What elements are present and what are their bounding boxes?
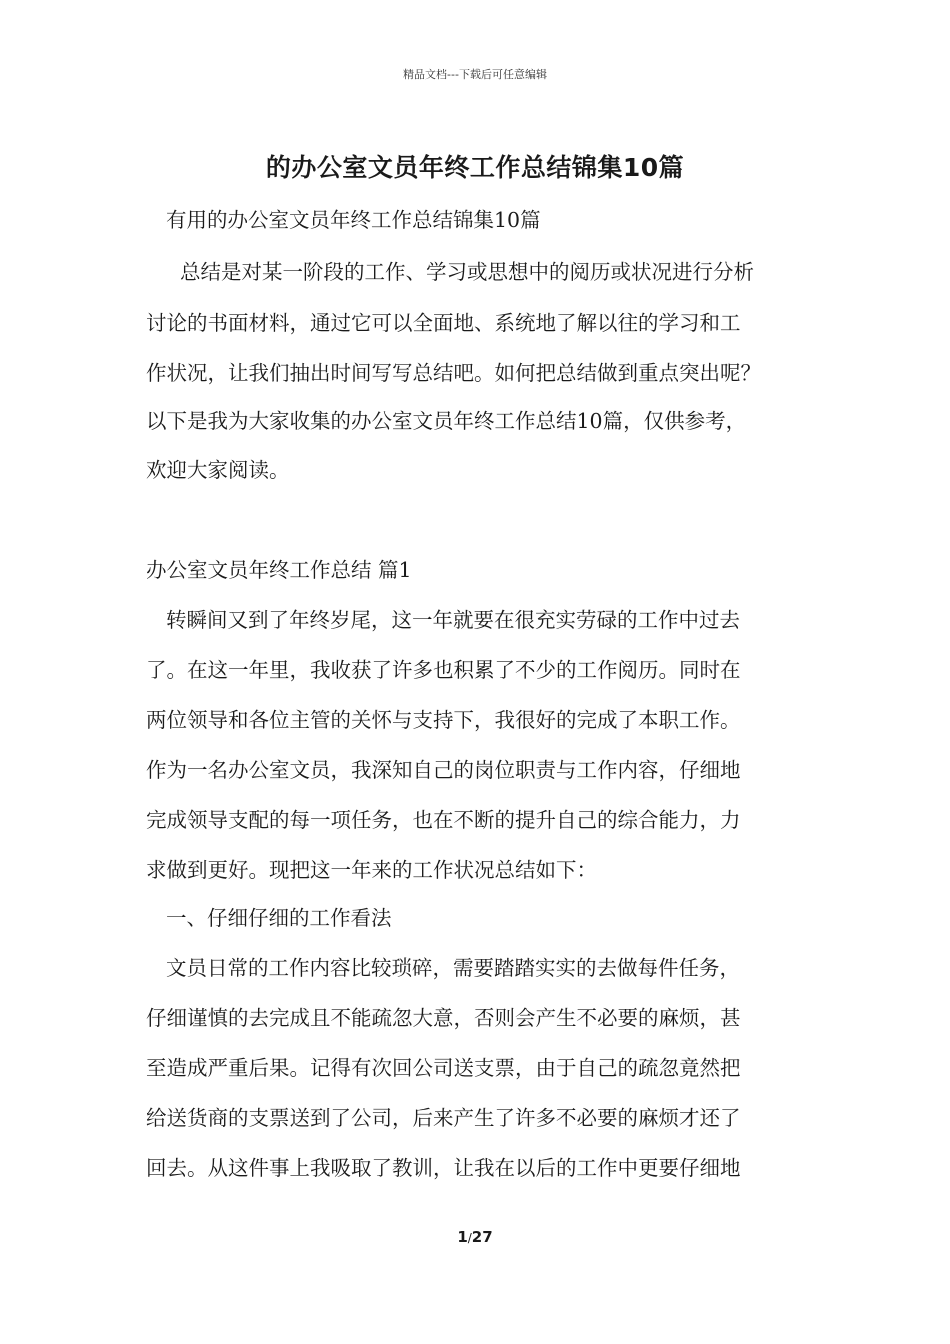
paragraph-line: 了。在这一年里，我收获了许多也积累了不少的工作阅历。同时在 xyxy=(146,658,741,682)
intro-line: 以下是我为大家收集的办公室文员年终工作总结10篇，仅供参考， xyxy=(146,409,747,433)
paragraph-line: 两位领导和各位主管的关怀与支持下，我很好的完成了本职工作。 xyxy=(146,708,741,732)
paragraph-line: 至造成严重后果。记得有次回公司送支票，由于自己的疏忽竟然把 xyxy=(146,1056,741,1080)
header-note: 精品文档---下载后可任意编辑 xyxy=(403,68,547,81)
document-title: 的办公室文员年终工作总结锦集10篇 xyxy=(265,153,685,182)
current-page: 1 xyxy=(457,1228,468,1246)
intro-line: 总结是对某一阶段的工作、学习或思想中的阅历或状况进行分析 xyxy=(180,260,754,284)
intro-line: 作状况，让我们抽出时间写写总结吧。如何把总结做到重点突出呢？ xyxy=(146,361,761,385)
subheading: 一、仔细仔细的工作看法 xyxy=(166,906,392,930)
page-number xyxy=(0,1228,950,1246)
paragraph-line: 求做到更好。现把这一年来的工作状况总结如下： xyxy=(146,858,597,882)
paragraph-line: 完成领导支配的每一项任务，也在不断的提升自己的综合能力，力 xyxy=(146,808,741,832)
intro-line: 欢迎大家阅读。 xyxy=(146,458,290,482)
paragraph-line: 回去。从这件事上我吸取了教训，让我在以后的工作中更要仔细地 xyxy=(146,1156,741,1180)
total-pages: 27 xyxy=(471,1228,493,1246)
paragraph-line: 仔细谨慎的去完成且不能疏忽大意，否则会产生不必要的麻烦，甚 xyxy=(146,1006,741,1030)
paragraph-line: 作为一名办公室文员，我深知自己的岗位职责与工作内容，仔细地 xyxy=(146,758,741,782)
page-separator: / xyxy=(467,1231,472,1245)
document-subtitle: 有用的办公室文员年终工作总结锦集10篇 xyxy=(166,208,541,232)
paragraph-line: 给送货商的支票送到了公司，后来产生了许多不必要的麻烦才还了 xyxy=(146,1106,741,1130)
section-heading: 办公室文员年终工作总结 篇1 xyxy=(146,558,412,582)
paragraph-line: 转瞬间又到了年终岁尾，这一年就要在很充实劳碌的工作中过去 xyxy=(166,608,740,632)
intro-line: 讨论的书面材料，通过它可以全面地、系统地了解以往的学习和工 xyxy=(146,311,741,335)
paragraph-line: 文员日常的工作内容比较琐碎，需要踏踏实实的去做每件任务， xyxy=(166,956,740,980)
